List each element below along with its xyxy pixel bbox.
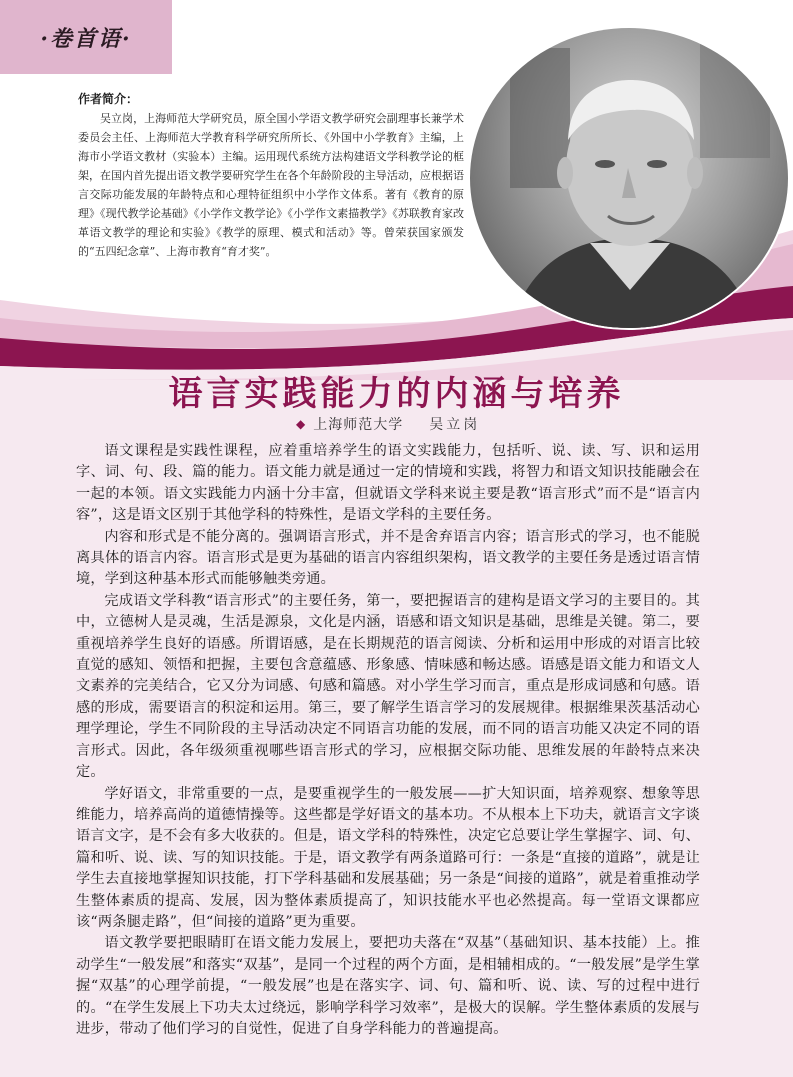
section-tab [0, 0, 172, 74]
byline-institution: 上海师范大学 [313, 417, 404, 433]
paragraph: 语文课程是实践性课程，应着重培养学生的语文实践能力，包括听、说、读、写、识和运用字、词、句、段、篇的能力。语文能力就是通过一定的情境和实践，将智力和语文知识技能融会在一起的本领。语文实践能力内涵十分丰富，但就语文学科来说主要是教“语言形式”而不是“语言内容”，这是语文区别于其他学科的特殊性，是语文学科的主要任务。 [76, 443, 700, 524]
paragraph: 内容和形式是不能分离的。强调语言形式，并不是舍弃语言内容；语言形式的学习，也不能脱离具体的语言内容。语言形式是更为基础的语言内容组织架构，语文教学的主要任务是透过语言情境，学到这种基本形式而能够触类旁通。 [76, 528, 700, 588]
byline-author: 吴立岗 [429, 417, 481, 433]
section-tab-label: ·卷首语· [40, 25, 132, 52]
author-photo [470, 28, 788, 328]
article-body [76, 441, 700, 1040]
author-bio: 吴立岗，上海师范大学研究员，原全国小学语文教学研究会副理事长兼学术委员会主任、上海师范大学教育科学研究所所长、《外国中小学教育》主编，上海市小学语文教材（实验本）主编。运用现代系统方法构建语文学科教学论的框架，在国内首先提出语文教学要研究学生在各个年龄阶段的主导活动，应根据语言交际功能发展的年龄特点和心理特征组织中小学作文体系。著有《教育的原理》《现代教学论基础》《小学作文教学论》《小学作文素描教学》《苏联教育家改革语文教学的理论和实验》《教学的原理、模式和活动》等。曾荣获国家颁发的“五四纪念章”、上海市教育“育才奖”。 [78, 112, 464, 258]
byline [296, 414, 480, 434]
paragraph: 语文教学要把眼睛盯在语文能力发展上，要把功夫落在“双基”（基础知识、基本技能）上。推动学生“一般发展”和落实“双基”，是同一个过程的两个方面，是相辅相成的。“一般发展”是学生掌握“双基”的心理学前提，“一般发展”也是在落实字、词、句、篇和听、说、读、写的过程中进行的。“在学生发展上下功夫太过绕远，影响学科学习效率”，是极大的误解。学生整体素质的发展与进步，带动了他们学习的自觉性，促进了自身学科能力的普遍提高。 [76, 935, 700, 1037]
paragraph: 完成语文学科教“语言形式”的主要任务，第一，要把握语言的建构是语文学习的主要目的。其中，立德树人是灵魂，生活是源泉，文化是内涵，语感和语文知识是基础，思维是关键。第二，要重视培养学生良好的语感。所谓语感，是在长期规范的语言阅读、分析和运用中形成的对语言比较直觉的感知、领悟和把握，主要包含意蕴感、形象感、情味感和畅达感。语感是语文能力和语文人文素养的完美结合，它又分为词感、句感和篇感。对小学生学习而言，重点是形成词感和句感。语感的形成，需要语言的积淀和运用。第三，要了解学生语言学习的发展规律。根据维果茨基活动心理学理论，学生不同阶段的主导活动决定不同语言功能的发展，而不同的语言功能又决定不同的语言形式。因此，各年级须重视哪些语言形式的学习，应根据交际功能、思维发展的年龄特点来决定。 [76, 592, 700, 781]
portrait-illustration [470, 28, 788, 328]
paragraph: 学好语文，非常重要的一点，是要重视学生的一般发展——扩大知识面，培养观察、想象等思维能力，培养高尚的道德情操等。这些都是学好语文的基本功。不从根本上下功夫，就语言文字谈语言文字，是不会有多大收获的。但是，语文学科的特殊性，决定它总要让学生掌握字、词、句、篇和听、说、读、写的知识技能。于是，语文教学有两条道路可行：一条是“直接的道路”，就是让学生去直接地掌握知识技能，打下学科基础和发展基础；另一条是“间接的道路”，就是着重推动学生整体素质的提高、发展，因为整体素质提高了，知识技能水平也必然提高。每一堂语文课都应该“两条腿走路”，但“间接的道路”更为重要。 [76, 785, 700, 930]
diamond-icon: ◆ [296, 417, 306, 431]
article-title: 语言实践能力的内涵与培养 [168, 374, 625, 414]
author-heading: 作者简介： [78, 92, 139, 106]
